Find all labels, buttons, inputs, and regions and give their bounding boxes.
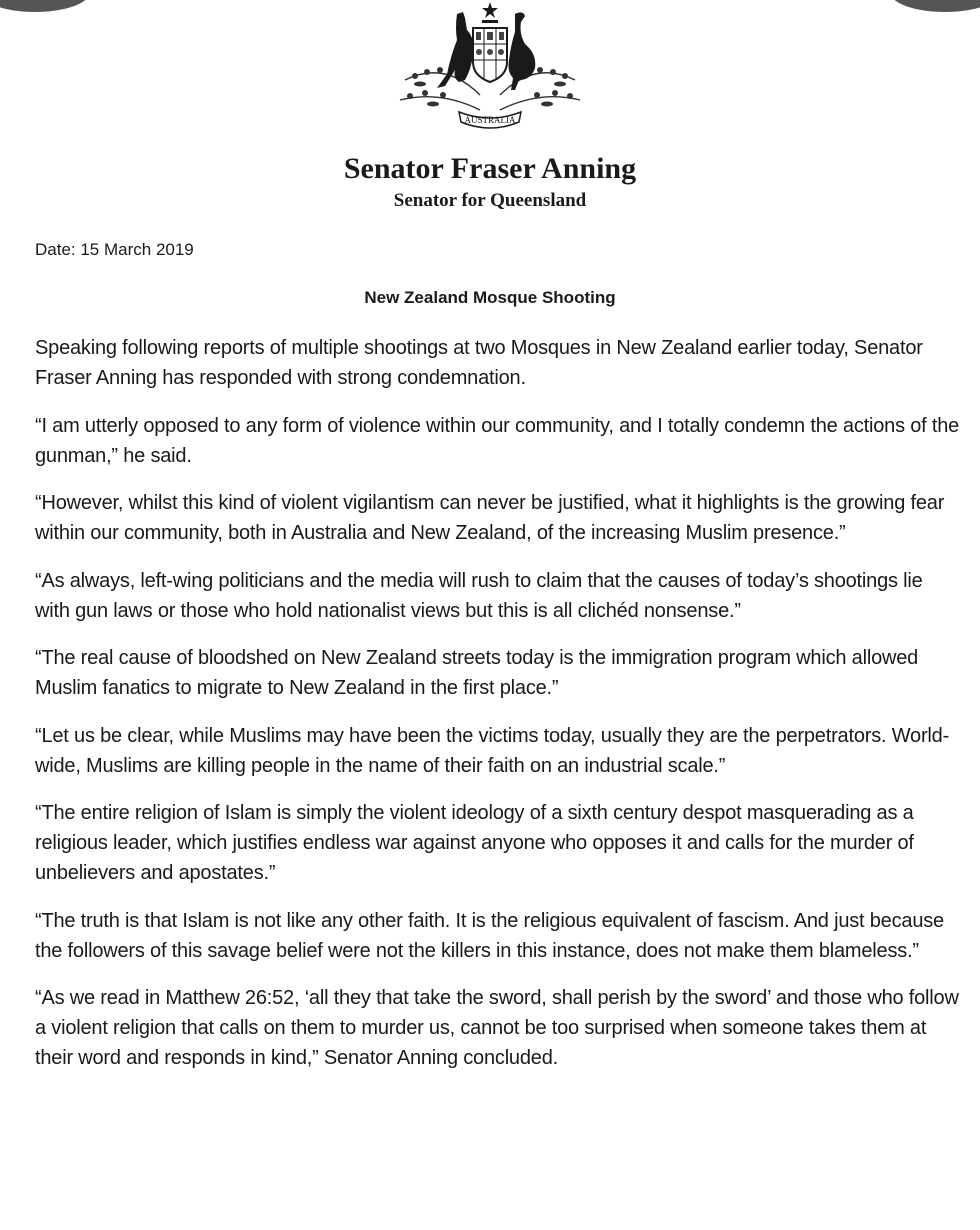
phone-corner-left (0, 0, 90, 12)
paragraph: “The real cause of bloodshed on New Zealand streets today is the immigration program which allowed Muslim fanatics to migrate to New Zealand in the first place.” (35, 647, 919, 699)
senator-subtitle: Senator for Queensland (393, 190, 587, 211)
paragraph: “The entire religion of Islam is simply the violent ideology of a sixth century despot masquerading as a religious leader, which justifies endless war against anyone who opposes it and calls for the murder of unbelievers and apostates.” (35, 802, 914, 884)
paragraph: “However, whilst this kind of violent vigilantism can never be justified, what it highlights is the growing fear within our community, both in Australia and New Zealand, of the increasing Muslim presence.” (35, 492, 945, 544)
crest-motto: AUSTRALIA (464, 115, 516, 125)
phone-corner-right (890, 0, 980, 12)
release-date: Date: 15 March 2019 (35, 240, 194, 259)
paragraph: “As always, left-wing politicians and the media will rush to claim that the causes of today’s shootings lie with gun laws or those who hold nationalist views but this is all clichéd nonsense.” (35, 569, 923, 622)
senator-name: Senator Fraser Anning (343, 152, 637, 185)
statement-body (35, 333, 960, 1091)
document-title: New Zealand Mosque Shooting (364, 288, 616, 307)
paragraph: “I am utterly opposed to any form of violence within our community, and I totally condemn the actions of the gunman,” he said. (35, 414, 960, 467)
paragraph: “Let us be clear, while Muslims may have been the victims today, usually they are the perpetrators. World-wide, Muslims are killing people in the name of their faith on an industrial scale.” (35, 724, 950, 777)
paragraph: Speaking following reports of multiple shootings at two Mosques in New Zealand earlier today, Senator Fraser Anning has responded with strong condemnation. (35, 337, 923, 389)
paragraph: “As we read in Matthew 26:52, ‘all they that take the sword, shall perish by the sword’ and those who follow a violent religion that calls on them to murder us, cannot be too surprised when someone takes them at their word and responds in kind,” Senator Anning concluded. (35, 987, 959, 1069)
paragraph: “The truth is that Islam is not like any other faith. It is the religious equivalent of fascism. And just because the followers of this savage belief were not the killers in this instance, does not make them blameless.” (35, 909, 944, 962)
coat-of-arms-emblem (385, 0, 595, 140)
